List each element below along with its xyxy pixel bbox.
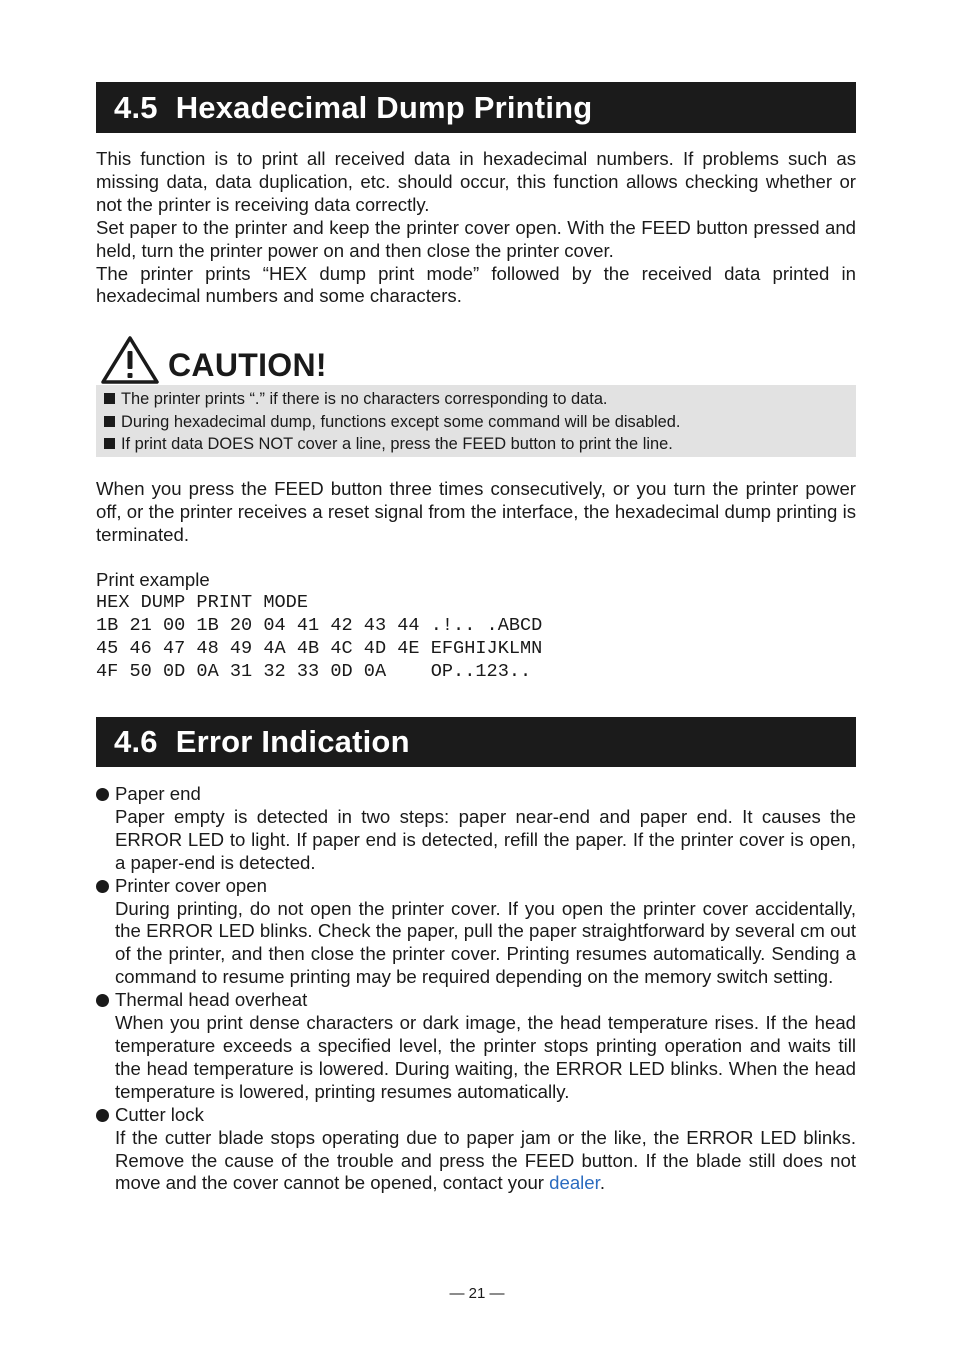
section-header-4-5 <box>96 82 856 133</box>
bullet-icon <box>96 994 109 1007</box>
square-bullet-icon <box>104 393 115 404</box>
section-header-4-6 <box>96 717 856 767</box>
section-title: Error Indication <box>175 724 410 759</box>
error-title: Thermal head overheat <box>115 989 308 1011</box>
paragraph: When you press the FEED button three times consecutively, or you turn the printer power off, or the printer receives a reset signal from the interface, the hexadecimal dump printing is terminated. <box>96 478 856 545</box>
caution-item <box>104 388 848 411</box>
caution-item-text: The printer prints “.” if there is no characters corresponding to data. <box>121 390 608 408</box>
print-example-label <box>96 569 856 592</box>
bullet-icon <box>96 1109 109 1122</box>
print-example-code <box>96 592 542 684</box>
paragraph: Set paper to the printer and keep the printer cover open. With the FEED button pressed and held, turn the printer power on and then close the printer cover. <box>96 216 856 261</box>
square-bullet-icon <box>104 416 115 427</box>
code-line: 4F 50 0D 0A 31 32 33 0D 0A OP..123.. <box>96 660 532 682</box>
error-description: Paper empty is detected in two steps: paper near-end and paper end. It causes the ERROR LED to light. If paper end is detected, refill the paper. If the printer cover is open, a paper-end is detected. <box>115 805 856 873</box>
section-number: 4.6 <box>114 724 158 759</box>
code-line: 45 46 47 48 49 4A 4B 4C 4D 4E EFGHIJKLMN <box>96 637 543 659</box>
bullet-icon <box>96 788 109 801</box>
error-list <box>96 783 856 1195</box>
caution-heading <box>100 333 327 385</box>
paragraph: The printer prints “HEX dump print mode” followed by the received data printed in hexadecimal numbers and some characters. <box>96 262 856 307</box>
error-item <box>96 783 856 875</box>
intro-paragraph <box>96 148 856 308</box>
error-text: If the cutter blade stops operating due to paper jam or the like, the ERROR LED blinks. Remove the cause of the trouble and press the FEED button. If the blade still does not move and the cover cannot be opened, contact your <box>115 1126 856 1194</box>
error-title: Printer cover open <box>115 874 267 896</box>
error-description: When you print dense characters or dark image, the head temperature rises. If the head temperature exceeds a specified level, the printer stops printing operation and waits till the head temperature is lowered. During waiting, the ERROR LED blinks. When the head temperature is lowered, printing resumes automatically. <box>115 1012 856 1102</box>
error-title: Paper end <box>115 783 201 804</box>
caution-item-text: During hexadecimal dump, functions except some command will be disabled. <box>121 412 681 431</box>
termination-paragraph <box>96 478 856 547</box>
error-description: During printing, do not open the printer cover. If you open the printer cover accidentally, the ERROR LED blinks. Check the paper, pull the paper straightforward by several cm out of the printer, and then close the printer cover. Printing resumes automatically. Sending a command to resume printing may be required depending on the memory switch setting. <box>115 897 856 988</box>
error-item <box>96 1104 856 1196</box>
error-description <box>115 1127 856 1196</box>
page-number: — 21 — <box>449 1285 505 1302</box>
caution-item <box>104 433 848 456</box>
caution-box <box>96 385 856 457</box>
section-number: 4.5 <box>114 90 158 125</box>
caution-item-text: If print data DOES NOT cover a line, press the FEED button to print the line. <box>121 435 673 454</box>
error-item <box>96 989 856 1104</box>
punctuation: . <box>599 1172 605 1194</box>
square-bullet-icon <box>104 438 115 449</box>
warning-triangle-icon <box>100 335 160 385</box>
code-line: HEX DUMP PRINT MODE <box>96 592 309 613</box>
caution-title: CAUTION! <box>168 347 327 383</box>
section-title: Hexadecimal Dump Printing <box>175 90 593 125</box>
label: Print example <box>96 569 210 590</box>
error-title: Cutter lock <box>115 1103 204 1125</box>
bullet-icon <box>96 880 109 893</box>
code-line: 1B 21 00 1B 20 04 41 42 43 44 .!.. .ABCD <box>96 614 543 636</box>
paragraph: This function is to print all received data in hexadecimal numbers. If problems such as missing data, data duplication, etc. should occur, this function allows checking whether or not the printer is receiving data correctly. <box>96 148 856 215</box>
dealer-link[interactable]: dealer <box>549 1172 600 1194</box>
caution-item <box>104 411 848 434</box>
error-item <box>96 875 856 990</box>
